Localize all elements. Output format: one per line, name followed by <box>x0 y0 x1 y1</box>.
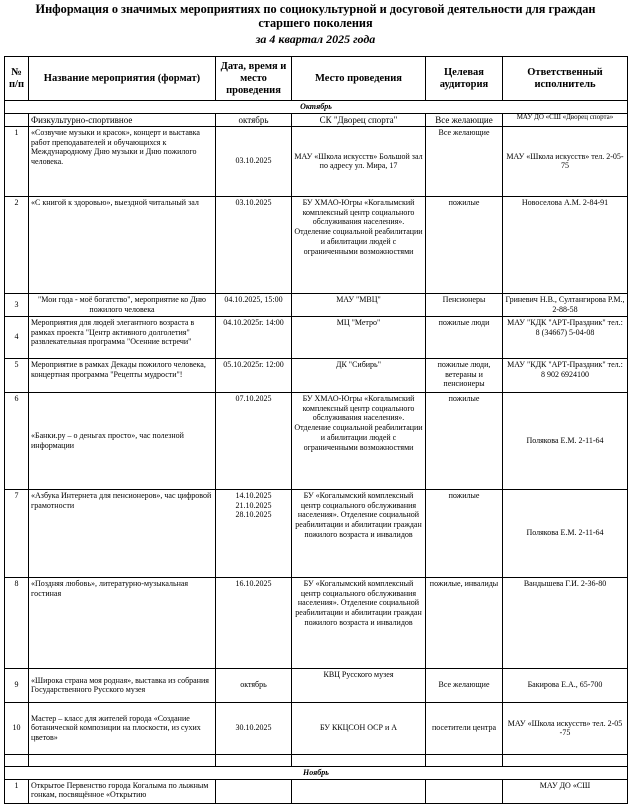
event-place: БУ «Когалымский комплексный центр социального обслуживания населения». Отделение социальной реабилитации и абилитации граждан пожилого возраста и инвалидов <box>292 489 426 577</box>
col-header-number: № п/п <box>5 57 29 101</box>
row-number: 3 <box>5 293 29 316</box>
table-row <box>5 577 628 668</box>
event-place: МАУ "МВЦ" <box>292 293 426 316</box>
row-number: 1 <box>5 779 29 803</box>
document-header <box>0 0 631 46</box>
event-name: «С книгой к здоровью», выездной читальный зал <box>29 196 216 293</box>
row-number: 10 <box>5 702 29 754</box>
row-number: 9 <box>5 668 29 702</box>
table-row <box>5 113 628 126</box>
table-row <box>5 358 628 392</box>
table-row <box>5 392 628 489</box>
table-row <box>5 293 628 316</box>
event-date: октябрь <box>216 668 292 702</box>
event-name: Физкультурно-спортивное <box>29 113 216 126</box>
event-name: «Широка страна моя родная», выставка из собрания Государственного Русского музея <box>29 668 216 702</box>
table-row <box>5 316 628 358</box>
document-subtitle: за 4 квартал 2025 года <box>255 32 376 46</box>
event-date: 07.10.2025 <box>216 392 292 489</box>
event-responsible: МАУ "КДК "АРТ-Праздник" тел.: 8 902 6924100 <box>503 358 628 392</box>
table-header-row <box>5 57 628 101</box>
event-audience: Все желающие <box>426 126 503 196</box>
event-place <box>292 779 426 803</box>
event-responsible: МАУ ДО «СШ <box>503 779 628 803</box>
event-responsible: Новоселова А.М. 2-84-91 <box>503 196 628 293</box>
event-place: СК "Дворец спорта" <box>292 113 426 126</box>
event-date: октябрь <box>216 113 292 126</box>
event-audience: Пенсионеры <box>426 293 503 316</box>
event-name: "Мои года - моё богатство", мероприятие ко Дню пожилого человека <box>29 293 216 316</box>
table-row <box>5 126 628 196</box>
event-responsible: Гриневич Н.В., Султангирова Р.М., 2-88-58 <box>503 293 628 316</box>
month-label: Октябрь <box>5 101 628 114</box>
event-place: БУ «Когалымский комплексный центр социального обслуживания населения». Отделение социальной реабилитации и абилитации граждан пожилого возраста и инвалидов <box>292 577 426 668</box>
event-date: 04.10.2025, 15:00 <box>216 293 292 316</box>
event-responsible: Вандышева Г.И. 2-36-80 <box>503 577 628 668</box>
event-name: «Созвучие музыки и красок», концерт и выставка работ преподавателей и обучающихся к Международному Дню музыки и Дню пожилого человека. <box>29 126 216 196</box>
row-number: 2 <box>5 196 29 293</box>
event-name: Мастер – класс для жителей города «Создание ботанической композиции на плоскости, из сухих цветов» <box>29 702 216 754</box>
table-row <box>5 702 628 754</box>
row-number: 6 <box>5 392 29 489</box>
table-row-empty <box>5 754 628 766</box>
col-header-date: Дата, время и место проведения <box>216 57 292 101</box>
event-place: ДК "Сибирь" <box>292 358 426 392</box>
event-place: БУ ККЦСОН ОСР и А <box>292 702 426 754</box>
col-header-name: Название мероприятия (формат) <box>29 57 216 101</box>
row-number: 7 <box>5 489 29 577</box>
event-responsible: МАУ "КДК "АРТ-Праздник" тел.: 8 (34667) 5-04-08 <box>503 316 628 358</box>
event-audience: пожилые люди, ветераны и пенсионеры <box>426 358 503 392</box>
table-row <box>5 779 628 803</box>
event-date: 14.10.2025 21.10.2025 28.10.2025 <box>216 489 292 577</box>
event-place: МЦ "Метро" <box>292 316 426 358</box>
row-number: 5 <box>5 358 29 392</box>
event-audience: пожилые <box>426 392 503 489</box>
event-audience: Все желающие <box>426 113 503 126</box>
event-date: 03.10.2025 <box>216 196 292 293</box>
event-audience: пожилые, инвалиды <box>426 577 503 668</box>
event-date: 03.10.2025 <box>216 126 292 196</box>
event-audience: посетители центра <box>426 702 503 754</box>
table-row <box>5 668 628 702</box>
event-date: 04.10.2025г. 14:00 <box>216 316 292 358</box>
month-label: Ноябрь <box>5 766 628 779</box>
event-audience: пожилые <box>426 489 503 577</box>
event-name: «Азбука Интернета для пенсионеров», час цифровой грамотности <box>29 489 216 577</box>
event-audience: пожилые люди <box>426 316 503 358</box>
event-place: БУ ХМАО-Югры «Когалымский комплексный центр социального обслуживания населения». Отделение социальной реабилитации и абилитации людей с ограниченными возможностями <box>292 392 426 489</box>
col-header-audience: Целевая аудитория <box>426 57 503 101</box>
row-number <box>5 113 29 126</box>
event-audience <box>426 779 503 803</box>
row-number: 8 <box>5 577 29 668</box>
event-date <box>216 779 292 803</box>
col-header-responsible: Ответственный исполнитель <box>503 57 628 101</box>
row-number: 1 <box>5 126 29 196</box>
month-row-october <box>5 101 628 114</box>
month-row-november <box>5 766 628 779</box>
event-name: Открытое Первенство города Когалыма по лыжным гонкам, посвящённое «Открытию <box>29 779 216 803</box>
event-place: БУ ХМАО-Югры «Когалымский комплексный центр социального обслуживания населения». Отделение социальной реабилитации и абилитации людей с ограниченными возможностями <box>292 196 426 293</box>
events-table <box>4 56 628 804</box>
event-responsible: МАУ ДО «СШ «Дворец спорта» <box>503 113 628 126</box>
event-date: 05.10.2025г. 12:00 <box>216 358 292 392</box>
table-row <box>5 196 628 293</box>
event-audience: Все желающие <box>426 668 503 702</box>
event-responsible: Полякова Е.М. 2-11-64 <box>503 392 628 489</box>
event-responsible: МАУ «Школа искусств» тел. 2-05 -75 <box>503 702 628 754</box>
table-row <box>5 489 628 577</box>
event-responsible: Бакирова Е.А., 65-700 <box>503 668 628 702</box>
event-date: 16.10.2025 <box>216 577 292 668</box>
event-audience: пожилые <box>426 196 503 293</box>
event-date: 30.10.2025 <box>216 702 292 754</box>
event-responsible: МАУ «Школа искусств» тел. 2-05- 75 <box>503 126 628 196</box>
event-name: Мероприятие в рамках Декады пожилого человека, концертная программа "Рецепты мудрости"! <box>29 358 216 392</box>
event-name: Мероприятия для людей элегантного возраста в рамках проекта "Центр активного долголетия" развлекательная программа "Осенние встречи" <box>29 316 216 358</box>
row-number: 4 <box>5 316 29 358</box>
event-place: КВЦ Русского музея <box>292 668 426 702</box>
event-responsible: Полякова Е.М. 2-11-64 <box>503 489 628 577</box>
col-header-place: Место проведения <box>292 57 426 101</box>
event-name: «Банки.ру – о деньгах просто», час полезной информации <box>29 392 216 489</box>
event-place: МАУ «Школа искусств» Большой зал по адресу ул. Мира, 17 <box>292 126 426 196</box>
document-title: Информация о значимых мероприятиях по социокультурной и досуговой деятельности для граждан старшего поколения <box>35 2 596 30</box>
event-name: «Поздняя любовь», литературно-музыкальная гостиная <box>29 577 216 668</box>
